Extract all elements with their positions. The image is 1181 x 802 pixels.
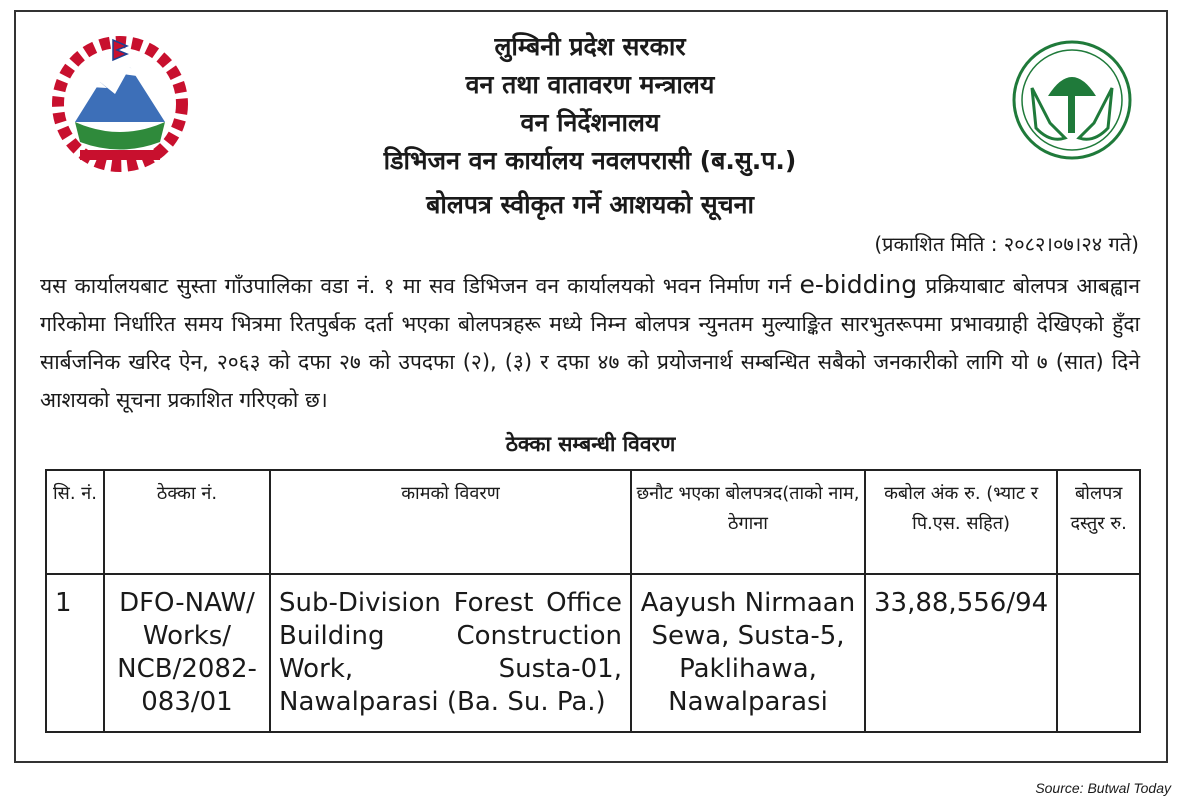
col-header-bidder: छनौट भएका बोलपत्रद(ताको नाम, ठेगाना — [631, 470, 865, 574]
cell-bidder: Aayush Nirmaan Sewa, Susta-5, Paklihawa, Nawalparasi — [631, 574, 865, 732]
ministry-name: वन तथा वातावरण मन्त्रालय — [465, 70, 715, 99]
forest-department-logo — [1010, 38, 1134, 162]
source-credit: Source: Butwal Today — [1035, 780, 1171, 796]
table-title: ठेक्का सम्बन्धी विवरण — [505, 432, 676, 456]
contract-table — [45, 469, 1141, 733]
cell-contract-no: DFO-NAW/ Works/ NCB/2082- 083/01 — [104, 574, 270, 732]
col-header-contract-no: ठेक्का नं. — [104, 470, 270, 574]
notice-body — [40, 266, 1140, 419]
col-header-fee: बोलपत्र दस्तुर रु. — [1057, 470, 1140, 574]
body-text-2: प्रक्रियाबाट बोलपत्र आबह्वान गरिकोमा निर्धारित समय भित्रमा रितपुर्बक दर्ता भएका बोलपत्रहरू मध्ये निम्न बोलपत्र न्युनतम मुल्याङ्कित सारभुतरूपमा प्रभावग्राही देखिएको हुँदा सार्बजनिक खरिद ऐन, २०६३ को दफा २७ को उपदफा (२), (३) र दफा ४७ को प्रयोजनार्थ सम्बन्धित सबैको जनकारीको लागि यो ७ (सात) दिने आशयको सूचना प्रकाशित गरिएको छ। — [40, 274, 1140, 412]
ebidding-text: e-bidding — [799, 270, 918, 299]
nepal-emblem-logo — [45, 32, 195, 172]
col-header-description: कामको विवरण — [270, 470, 631, 574]
cell-description: Sub-Division Forest Office Building Construction Work, Susta-01, Nawalparasi (Ba. Su. Pa.) — [270, 574, 631, 732]
body-text-1: यस कार्यालयबाट सुस्ता गाँउपालिका वडा नं. १ मा सव डिभिजन वन कार्यालयको भवन निर्माण गर्न — [40, 274, 800, 298]
government-name: लुम्बिनी प्रदेश सरकार — [494, 32, 686, 61]
table-row — [46, 574, 1140, 732]
directorate-name: वन निर्देशनालय — [520, 108, 660, 137]
col-header-sn: सि. नं. — [46, 470, 104, 574]
published-date: (प्रकाशित मिति : २०८२।०७।२४ गते) — [874, 232, 1139, 256]
cell-sn: 1 — [46, 574, 104, 732]
table-header-row — [46, 470, 1140, 574]
cell-amount: 33,88,556/94 — [865, 574, 1057, 732]
col-header-amount: कबोल अंक रु. (भ्याट र पि.एस. सहित) — [865, 470, 1057, 574]
cell-fee — [1057, 574, 1140, 732]
notice-title: बोलपत्र स्वीकृत गर्ने आशयको सूचना — [426, 190, 754, 219]
office-name: डिभिजन वन कार्यालय नवलपरासी (ब.सु.प.) — [383, 146, 797, 175]
